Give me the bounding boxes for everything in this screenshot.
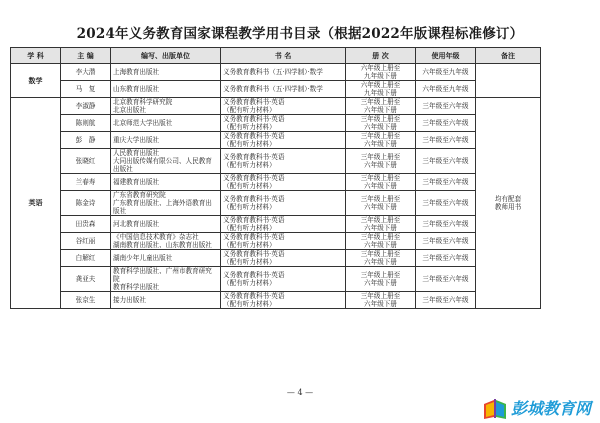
book-title-cell-line: （配有听力材料） [223,106,276,114]
volume-cell-line: 九年级下册 [364,89,397,97]
volume-cell-line: 三年级上册至 [360,195,401,203]
book-title-cell-line: 义务教育教科书·英语 [223,115,285,123]
grade-cell: 三年级至六年级 [416,115,476,132]
publisher-cell [111,81,221,98]
publisher-cell-line: 湖南教育出版社、山东教育出版社 [113,241,212,249]
volume-cell [346,216,416,233]
book-title-cell-line: 义务教育教科书·英语 [223,216,285,224]
book-title-cell [221,267,346,292]
book-title-cell-line: （配有听力材料） [223,123,276,131]
publisher-cell-line: 教育科学出版社、广州市教育研究 [113,267,212,275]
book-title-cell-line: 义务教育教科书·英语 [223,233,285,241]
book-title-cell-line: 义务教育教科书·英语 [223,132,285,140]
volume-cell [346,115,416,132]
volume-cell-line: 六年级上册至 [360,81,401,89]
publisher-cell-line: 福建教育出版社 [113,178,160,186]
book-title-cell [221,98,346,115]
volume-cell-line: 六年级下册 [364,161,397,169]
volume-cell-line: 六年级下册 [364,224,397,232]
editor-cell: 张晓红 [61,149,111,174]
book-title-cell [221,64,346,81]
book-title-cell [221,115,346,132]
volume-cell-line: 六年级下册 [364,182,397,190]
book-title-cell [221,250,346,267]
book-title-cell-line: （配有听力材料） [223,300,276,308]
grade-cell: 三年级至六年级 [416,233,476,250]
publisher-cell-line: 重庆大学出版社 [113,136,160,144]
publisher-cell [111,250,221,267]
volume-cell [346,191,416,216]
volume-cell-line: 三年级上册至 [360,115,401,123]
publisher-cell [111,233,221,250]
publisher-cell [111,216,221,233]
header-remark: 备注 [476,48,541,64]
grade-cell: 六年级至九年级 [416,64,476,81]
table-row [11,233,541,250]
subject-cell: 英语 [11,98,61,309]
subject-cell: 数学 [11,64,61,98]
volume-cell-line: 六年级下册 [364,123,397,131]
header-subject: 学 科 [11,48,61,64]
editor-cell: 彭 静 [61,132,111,149]
volume-cell [346,64,416,81]
publisher-cell-line: 接力出版社 [113,296,146,304]
table-row [11,191,541,216]
book-title-cell [221,292,346,309]
table-body [11,64,541,309]
volume-cell-line: 六年级下册 [364,300,397,308]
editor-cell: 李大潜 [61,64,111,81]
publisher-cell-line: 北京出版社 [113,106,146,114]
book-title-cell-line: （配有听力材料） [223,224,276,232]
grade-cell: 三年级至六年级 [416,149,476,174]
volume-cell [346,292,416,309]
volume-cell [346,132,416,149]
book-title-cell-line: 义务教育教科书·英语 [223,292,285,300]
volume-cell-line: 三年级上册至 [360,250,401,258]
publisher-cell-line: 出版社 [113,165,133,173]
remark-line: 教师用书 [494,203,522,211]
publisher-cell-line: 《中国信息技术教育》杂志社 [113,233,199,241]
book-title-cell-line: （配有听力材料） [223,140,276,148]
table-row [11,132,541,149]
editor-cell: 白解红 [61,250,111,267]
volume-cell-line: 三年级上册至 [360,216,401,224]
book-title-cell-line: 义务教育教科书·英语 [223,98,285,106]
publisher-cell-line: 河北教育出版社 [113,220,160,228]
volume-cell [346,98,416,115]
book-title-cell-line: （配有听力材料） [223,161,276,169]
book-title-cell [221,174,346,191]
editor-cell: 陈金诗 [61,191,111,216]
header-grade: 使用年级 [416,48,476,64]
book-title-cell-line: （配有听力材料） [223,241,276,249]
publisher-cell-line: 教育科学出版社 [113,283,160,291]
volume-cell [346,233,416,250]
table-row [11,98,541,115]
publisher-cell [111,132,221,149]
editor-cell: 田贵森 [61,216,111,233]
grade-cell: 三年级至六年级 [416,267,476,292]
volume-cell-line: 六年级下册 [364,258,397,266]
volume-cell-line: 六年级下册 [364,279,397,287]
table-row [11,267,541,292]
book-logo-icon [482,395,508,421]
publisher-cell-line: 湖南少年儿童出版社 [113,254,173,262]
book-title-cell-line: 义务教育教科书（五·四学制）·数学 [223,85,323,93]
grade-cell: 三年级至六年级 [416,216,476,233]
editor-cell: 张京生 [61,292,111,309]
grade-cell: 三年级至六年级 [416,292,476,309]
publisher-cell [111,174,221,191]
publisher-cell-line: 版社 [113,207,127,215]
publisher-cell [111,64,221,81]
table-row [11,174,541,191]
book-title-cell-line: （配有听力材料） [223,182,276,190]
volume-cell-line: 六年级下册 [364,241,397,249]
book-title-cell-line: 义务教育教科书·英语 [223,250,285,258]
grade-cell: 三年级至六年级 [416,98,476,115]
book-title-cell-line: 义务教育教科书·英语 [223,174,285,182]
book-title-cell [221,216,346,233]
header-editor: 主 编 [61,48,111,64]
table-row [11,81,541,98]
publisher-cell-line: 广东省教育研究院 [113,191,166,199]
volume-cell-line: 六年级下册 [364,203,397,211]
publisher-cell [111,115,221,132]
publisher-cell [111,292,221,309]
publisher-cell-line: 山东教育出版社 [113,85,160,93]
volume-cell-line: 三年级上册至 [360,233,401,241]
grade-cell: 六年级至九年级 [416,81,476,98]
editor-cell: 马 复 [61,81,111,98]
publisher-cell [111,191,221,216]
publisher-cell-line: 广东教育出版社、上海外语教育出 [113,199,212,207]
grade-cell: 三年级至六年级 [416,174,476,191]
publisher-cell-line: 人民教育出版社 [113,149,160,157]
volume-cell [346,250,416,267]
textbook-catalog-table [10,47,541,309]
volume-cell-line: 六年级上册至 [360,64,401,72]
publisher-cell [111,149,221,174]
grade-cell: 三年级至六年级 [416,132,476,149]
header-book-title: 书 名 [221,48,346,64]
remark-line: 均有配套 [494,195,522,203]
grade-cell: 三年级至六年级 [416,250,476,267]
publisher-cell-line: 大同出版传媒有限公司、人民教育 [113,157,212,165]
remark-cell [476,64,541,98]
header-publisher: 编写、出版单位 [111,48,221,64]
table-row [11,64,541,81]
book-title-cell-line: 义务教育教科书（五·四学制）·数学 [223,68,323,76]
volume-cell-line: 三年级上册至 [360,174,401,182]
volume-cell-line: 三年级上册至 [360,271,401,279]
volume-cell-line: 三年级上册至 [360,292,401,300]
editor-cell: 谷红丽 [61,233,111,250]
volume-cell-line: 六年级下册 [364,140,397,148]
site-watermark [482,392,600,423]
volume-cell-line: 九年级下册 [364,72,397,80]
publisher-cell [111,267,221,292]
book-title-cell [221,81,346,98]
editor-cell: 兰春寿 [61,174,111,191]
book-title-cell-line: 义务教育教科书·英语 [223,195,285,203]
volume-cell-line: 三年级上册至 [360,132,401,140]
table-row [11,149,541,174]
watermark-text: 彭城教育网 [511,399,592,418]
table-row [11,250,541,267]
remark-cell [476,98,541,309]
editor-cell: 李淑静 [61,98,111,115]
table-row [11,115,541,132]
volume-cell [346,267,416,292]
document-title: 2024年义务教育国家课程教学用书目录（根据2022年版课程标准修订） [76,26,524,42]
publisher-cell-line: 上海教育出版社 [113,68,160,76]
volume-cell [346,149,416,174]
publisher-cell-line: 北京师范大学出版社 [113,119,173,127]
book-title-cell-line: （配有听力材料） [223,258,276,266]
editor-cell: 龚亚夫 [61,267,111,292]
book-title-cell-line: （配有听力材料） [223,279,276,287]
publisher-cell-line: 北京教育科学研究院 [113,98,173,106]
page-number: — 4 — [286,388,314,397]
volume-cell-line: 三年级上册至 [360,98,401,106]
volume-cell [346,81,416,98]
book-title-cell [221,149,346,174]
book-title-cell [221,233,346,250]
grade-cell: 三年级至六年级 [416,191,476,216]
table-row [11,216,541,233]
book-title-cell-line: 义务教育教科书·英语 [223,153,285,161]
editor-cell: 陈则航 [61,115,111,132]
book-title-cell [221,132,346,149]
book-title-cell [221,191,346,216]
table-header-row [11,48,541,64]
publisher-cell-line: 院 [113,275,120,283]
publisher-cell [111,98,221,115]
volume-cell-line: 六年级下册 [364,106,397,114]
volume-cell [346,174,416,191]
book-title-cell-line: 义务教育教科书·英语 [223,271,285,279]
book-title-cell-line: （配有听力材料） [223,203,276,211]
volume-cell-line: 三年级上册至 [360,153,401,161]
header-volume: 册 次 [346,48,416,64]
table-row [11,292,541,309]
